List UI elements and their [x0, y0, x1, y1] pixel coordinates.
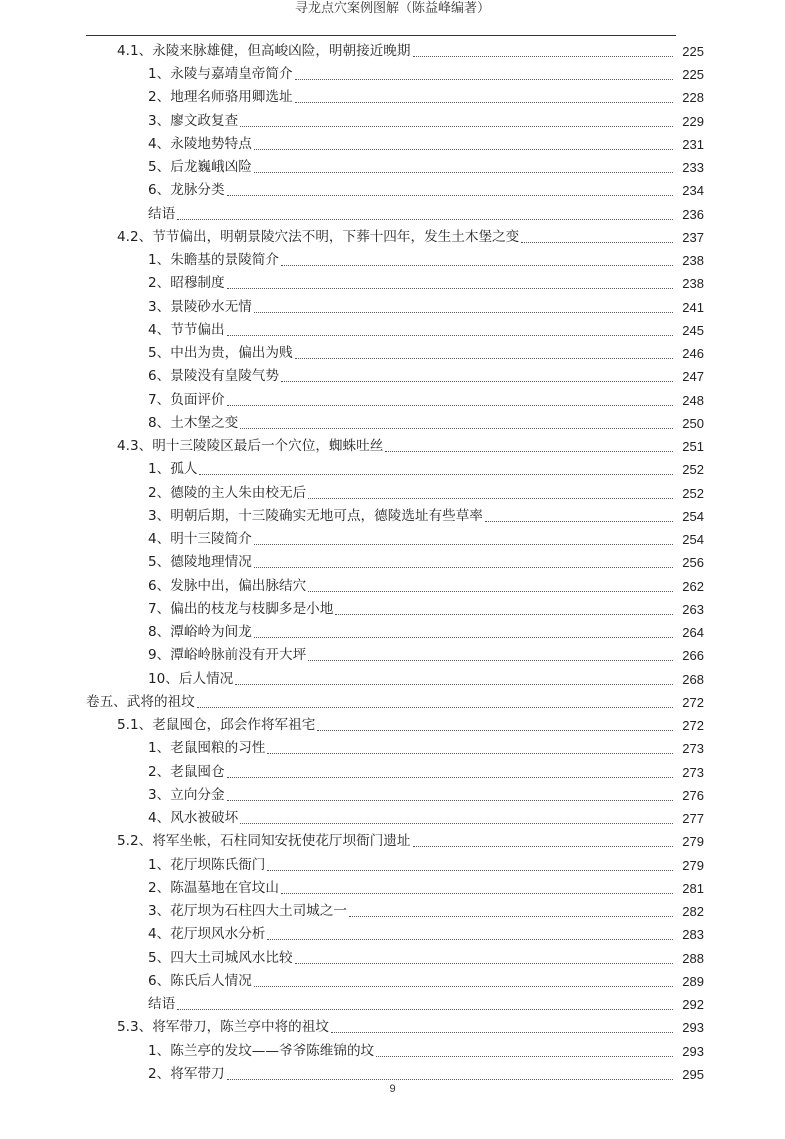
toc-entry-page[interactable]: 236	[682, 206, 704, 222]
toc-entry-page[interactable]: 276	[682, 787, 704, 803]
toc-entry-page[interactable]: 289	[682, 973, 704, 989]
toc-entry-page[interactable]: 250	[682, 415, 704, 431]
dot-leader	[254, 543, 673, 545]
toc-entry[interactable]	[0, 734, 785, 757]
toc-entry-page[interactable]: 254	[682, 508, 704, 524]
dot-leader	[199, 473, 673, 475]
toc-entry-title[interactable]: 4、风水被破坏	[148, 810, 239, 826]
toc-entry-page[interactable]: 256	[682, 555, 704, 571]
dot-leader	[295, 962, 673, 964]
table-of-contents	[0, 37, 785, 1083]
dot-leader	[521, 241, 673, 243]
toc-entry[interactable]	[0, 990, 785, 1013]
dot-leader	[227, 799, 673, 801]
toc-entry-page[interactable]: 268	[682, 671, 704, 687]
toc-entry[interactable]	[0, 641, 785, 664]
toc-entry[interactable]	[0, 525, 785, 548]
toc-entry-title[interactable]: 结语	[148, 205, 176, 222]
toc-entry-title[interactable]: 6、景陵没有皇陵气势	[148, 368, 279, 385]
toc-entry-page[interactable]: 248	[682, 392, 704, 408]
dot-leader	[317, 729, 673, 731]
toc-entry-page[interactable]: 288	[682, 950, 704, 966]
toc-entry-page[interactable]: 277	[682, 811, 704, 826]
toc-entry-title[interactable]: 6、陈氏后人情况	[148, 972, 252, 989]
dot-leader	[235, 683, 673, 685]
toc-entry[interactable]	[0, 1060, 785, 1083]
toc-entry-page[interactable]: 252	[682, 462, 704, 478]
toc-entry[interactable]	[0, 316, 785, 339]
toc-entry[interactable]	[0, 246, 785, 269]
dot-leader	[240, 822, 673, 824]
toc-entry[interactable]	[0, 827, 785, 850]
dot-leader	[308, 659, 673, 661]
toc-entry-page[interactable]: 283	[682, 927, 704, 943]
dot-leader	[413, 55, 674, 57]
toc-entry-title[interactable]: 2、德陵的主人朱由校无后	[148, 484, 307, 501]
toc-entry-title[interactable]: 结语	[148, 996, 176, 1012]
toc-entry-title[interactable]: 4、明十三陵简介	[148, 531, 252, 547]
toc-entry-page[interactable]: 263	[682, 601, 704, 617]
toc-entry-title[interactable]: 5、中出为贵，偏出为贱	[148, 345, 293, 361]
dot-leader	[295, 357, 673, 359]
toc-entry[interactable]	[0, 920, 785, 943]
toc-entry[interactable]	[0, 967, 785, 990]
toc-entry[interactable]	[0, 106, 785, 129]
dot-leader	[227, 334, 673, 336]
toc-entry-title[interactable]: 5.3、将军带刀，陈兰亭中将的祖坟	[117, 1019, 329, 1036]
toc-entry[interactable]	[0, 130, 785, 153]
dot-leader	[197, 706, 673, 708]
toc-entry[interactable]	[0, 409, 785, 432]
dot-leader	[281, 264, 673, 266]
toc-entry-title[interactable]: 1、永陵与嘉靖皇帝简介	[148, 66, 293, 82]
toc-entry-title[interactable]: 7、负面评价	[148, 391, 225, 408]
dot-leader	[227, 404, 673, 406]
dot-leader	[376, 1055, 673, 1057]
dot-leader	[227, 287, 673, 289]
dot-leader	[177, 218, 673, 220]
toc-entry-title[interactable]: 4.1、永陵来脉雄健，但高峻凶险，明朝接近晚期	[117, 42, 411, 59]
toc-entry-title[interactable]: 5.2、将军坐帐，石柱同知安抚使花厅坝衙门遗址	[117, 833, 411, 850]
dot-leader	[295, 101, 673, 103]
toc-entry-title[interactable]: 2、昭穆制度	[148, 275, 225, 292]
toc-entry-title[interactable]: 1、老鼠囤粮的习性	[148, 740, 266, 757]
dot-leader	[331, 1031, 673, 1033]
toc-entry[interactable]	[0, 83, 785, 106]
toc-entry-title[interactable]: 8、土木堡之变	[148, 414, 239, 431]
toc-entry-title[interactable]: 3、立向分金	[148, 786, 225, 803]
toc-entry-page[interactable]: 237	[682, 229, 704, 245]
toc-entry-page[interactable]: 225	[682, 43, 704, 59]
toc-entry-page[interactable]: 238	[682, 276, 704, 292]
dot-leader	[281, 380, 673, 382]
dot-leader	[413, 845, 674, 847]
toc-entry-page[interactable]: 266	[682, 648, 704, 664]
toc-entry-page[interactable]: 295	[682, 1066, 704, 1082]
toc-entry-page[interactable]: 281	[682, 880, 704, 896]
toc-entry[interactable]	[0, 781, 785, 804]
dot-leader	[227, 776, 673, 778]
toc-entry[interactable]	[0, 1013, 785, 1036]
dot-leader	[385, 450, 673, 452]
dot-leader	[254, 171, 673, 173]
toc-entry-title[interactable]: 5.1、老鼠囤仓，邱会作将军祖宅	[117, 717, 316, 733]
toc-entry-title[interactable]: 1、孤人	[148, 461, 198, 478]
dot-leader	[281, 892, 673, 894]
dot-leader	[335, 613, 673, 615]
toc-entry-page[interactable]: 254	[682, 532, 704, 547]
toc-entry[interactable]	[0, 339, 785, 362]
toc-entry-title[interactable]: 3、明朝后期，十三陵确实无地可点，德陵选址有些草率	[148, 507, 483, 524]
toc-entry-title[interactable]: 4.2、节节偏出，明朝景陵穴法不明，下葬十四年，发生土木堡之变	[117, 228, 520, 245]
toc-entry-title[interactable]: 5、后龙巍峨凶险	[148, 159, 252, 175]
toc-entry-title[interactable]: 2、将军带刀	[148, 1065, 225, 1082]
toc-entry[interactable]	[0, 850, 785, 873]
dot-leader	[254, 311, 673, 313]
toc-entry-title[interactable]: 10、后人情况	[148, 670, 234, 687]
toc-entry-page[interactable]: 241	[682, 299, 704, 315]
toc-entry-page[interactable]: 262	[682, 578, 704, 594]
toc-entry-page[interactable]: 279	[682, 834, 704, 850]
toc-entry[interactable]	[0, 60, 785, 83]
toc-entry-title[interactable]: 8、潭峪岭为间龙	[148, 624, 252, 640]
toc-entry-title[interactable]: 卷五、武将的祖坟	[86, 693, 195, 710]
toc-entry-page[interactable]: 251	[682, 439, 704, 454]
toc-entry[interactable]	[0, 571, 785, 594]
toc-entry-page[interactable]: 233	[682, 160, 704, 175]
toc-entry-title[interactable]: 2、地理名师骆用卿选址	[148, 89, 293, 106]
toc-entry[interactable]	[0, 455, 785, 478]
toc-entry-title[interactable]: 1、花厅坝陈氏衙门	[148, 856, 266, 873]
page-number: 9	[389, 1083, 396, 1095]
dot-leader	[177, 1008, 673, 1010]
toc-entry[interactable]	[0, 595, 785, 618]
toc-entry[interactable]	[0, 269, 785, 292]
toc-entry-title[interactable]: 3、景陵砂水无情	[148, 298, 252, 315]
toc-entry-page[interactable]: 264	[682, 625, 704, 640]
toc-entry-page[interactable]: 293	[682, 1043, 704, 1059]
toc-entry-page[interactable]: 246	[682, 346, 704, 361]
toc-entry[interactable]	[0, 176, 785, 199]
toc-entry[interactable]	[0, 757, 785, 780]
toc-entry-page[interactable]: 247	[682, 369, 704, 385]
toc-entry-title[interactable]: 9、潭峪岭脉前没有开大坪	[148, 647, 307, 664]
dot-leader	[349, 915, 673, 917]
toc-entry-title[interactable]: 4、节节偏出	[148, 321, 225, 338]
toc-entry-page[interactable]: 279	[682, 857, 704, 873]
toc-entry[interactable]	[0, 664, 785, 687]
toc-entry-page[interactable]: 272	[682, 694, 704, 710]
toc-entry[interactable]	[0, 153, 785, 176]
toc-entry-title[interactable]: 4.3、明十三陵陵区最后一个穴位，蜘蛛吐丝	[117, 438, 384, 454]
dot-leader	[308, 497, 673, 499]
toc-entry-page[interactable]: 238	[682, 253, 704, 268]
toc-entry[interactable]	[0, 478, 785, 501]
toc-entry[interactable]	[0, 502, 785, 525]
toc-entry-title[interactable]: 5、四大土司城风水比较	[148, 949, 293, 966]
toc-entry[interactable]	[0, 223, 785, 246]
toc-entry-page[interactable]: 273	[682, 741, 704, 757]
toc-entry-title[interactable]: 5、德陵地理情况	[148, 554, 252, 571]
toc-entry-page[interactable]: 225	[682, 67, 704, 82]
dot-leader	[267, 752, 673, 754]
toc-entry-title[interactable]: 3、花厅坝为石柱四大土司城之一	[148, 903, 347, 919]
toc-entry-title[interactable]: 4、永陵地势特点	[148, 135, 252, 152]
toc-entry-page[interactable]: 245	[682, 322, 704, 338]
toc-entry[interactable]	[0, 688, 785, 711]
toc-entry-page[interactable]: 293	[682, 1020, 704, 1036]
toc-entry[interactable]	[0, 711, 785, 734]
toc-entry-title[interactable]: 6、龙脉分类	[148, 182, 225, 199]
toc-entry-title[interactable]: 1、朱瞻基的景陵简介	[148, 252, 279, 268]
dot-leader	[240, 125, 673, 127]
toc-entry-title[interactable]: 2、老鼠囤仓	[148, 763, 225, 780]
toc-entry[interactable]	[0, 874, 785, 897]
toc-entry[interactable]	[0, 362, 785, 385]
toc-entry-page[interactable]: 234	[682, 183, 704, 199]
toc-entry[interactable]	[0, 385, 785, 408]
toc-entry-title[interactable]: 2、陈温墓地在官坟山	[148, 879, 279, 896]
toc-entry-title[interactable]: 7、偏出的枝龙与枝脚多是小地	[148, 600, 334, 617]
toc-entry[interactable]	[0, 37, 785, 60]
toc-entry-page[interactable]: 231	[682, 136, 704, 152]
toc-entry[interactable]	[0, 432, 785, 455]
toc-entry[interactable]	[0, 199, 785, 222]
toc-entry[interactable]	[0, 897, 785, 920]
toc-entry[interactable]	[0, 1036, 785, 1059]
toc-entry-title[interactable]: 4、花厅坝风水分析	[148, 926, 266, 943]
dot-leader	[267, 869, 673, 871]
toc-entry[interactable]	[0, 804, 785, 827]
dot-leader	[227, 194, 673, 196]
dot-leader	[227, 1078, 673, 1080]
dot-leader	[254, 566, 673, 568]
dot-leader	[240, 427, 673, 429]
toc-entry-page[interactable]: 273	[682, 764, 704, 780]
dot-leader	[308, 590, 673, 592]
dot-leader	[267, 938, 673, 940]
toc-entry[interactable]	[0, 943, 785, 966]
toc-entry[interactable]	[0, 292, 785, 315]
dot-leader	[254, 636, 673, 638]
toc-entry-title[interactable]: 3、廖文政复查	[148, 112, 239, 129]
toc-entry-page[interactable]: 292	[682, 997, 704, 1012]
dot-leader	[254, 985, 673, 987]
dot-leader	[254, 148, 673, 150]
toc-entry-page[interactable]: 282	[682, 904, 704, 919]
toc-entry-title[interactable]: 6、发脉中出，偏出脉结穴	[148, 577, 307, 594]
toc-entry-page[interactable]: 252	[682, 485, 704, 501]
toc-entry[interactable]	[0, 548, 785, 571]
toc-entry-page[interactable]: 228	[682, 90, 704, 106]
toc-entry-page[interactable]: 272	[682, 718, 704, 733]
toc-entry[interactable]	[0, 618, 785, 641]
dot-leader	[295, 78, 673, 80]
dot-leader	[485, 520, 673, 522]
running-header: 寻龙点穴案例图解（陈益峰编著）	[294, 1, 490, 16]
toc-entry-title[interactable]: 1、陈兰亭的发坟——爷爷陈维锦的坟	[148, 1042, 375, 1059]
toc-entry-page[interactable]: 229	[682, 113, 704, 129]
